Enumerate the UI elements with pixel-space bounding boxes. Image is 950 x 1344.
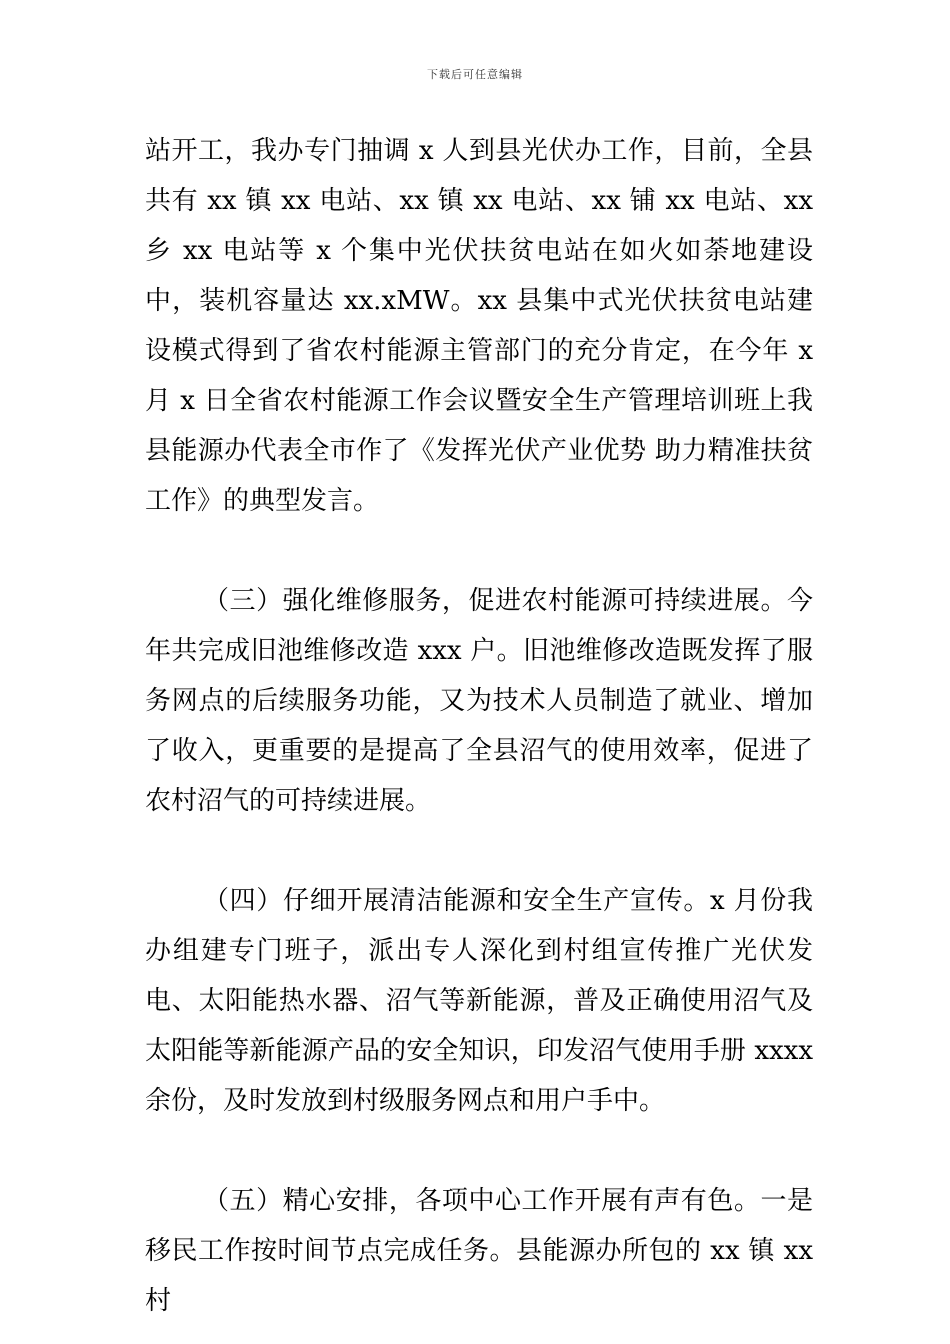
paragraph-section-three: （三）强化维修服务，促进农村能源可持续进展。今年共完成旧池维修改造 xxx 户。旧池维修改造既发挥了服务网点的后续服务功能，又为技术人员制造了就业、增加了收入，更重要的是提高了全县沼气的使用效率，促进了农村沼气的可持续进展。: [145, 586, 813, 816]
paragraph-gap: [145, 526, 813, 576]
paragraph-gap: [145, 1126, 813, 1176]
header-note: 下载后可任意编辑: [427, 68, 523, 81]
paragraph-gap: [145, 826, 813, 876]
paragraph-continuation: 站开工，我办专门抽调 x 人到县光伏办工作，目前，全县共有 xx 镇 xx 电站、xx 镇 xx 电站、xx 铺 xx 电站、xx 乡 xx 电站等 x 个集中光伏扶贫电站在如火如荼地建设中，装机容量达 xx.xMW。xx 县集中式光伏扶贫电站建设模式得到了省农村能源主管部门的充分肯定，在今年 x 月 x 日全省农村能源工作会议暨安全生产管理培训班上我县能源办代表全市作了《发挥光伏产业优势 助力精准扶贫工作》的典型发言。: [145, 136, 813, 516]
document-body: [145, 126, 813, 1326]
paragraph-section-five: （五）精心安排，各项中心工作开展有声有色。一是移民工作按时间节点完成任务。县能源办所包的 xx 镇 xx 村: [145, 1186, 813, 1316]
paragraph-section-four: （四）仔细开展清洁能源和安全生产宣传。x 月份我办组建专门班子，派出专人深化到村组宣传推广光伏发电、太阳能热水器、沼气等新能源，普及正确使用沼气及太阳能等新能源产品的安全知识，印发沼气使用手册 xxxx 余份，及时发放到村级服务网点和用户手中。: [145, 886, 813, 1116]
